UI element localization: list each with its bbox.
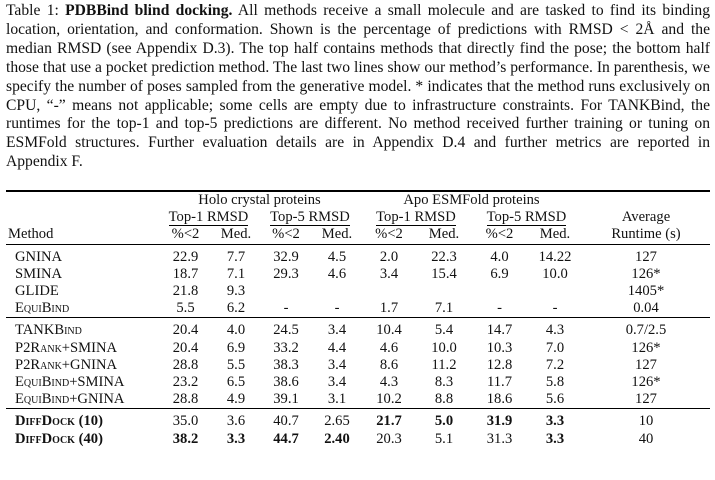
- header-average: Average: [621, 209, 671, 226]
- header-apo-top5: Top-5 RMSD: [486, 209, 567, 226]
- header-apo: Apo ESMFold proteins: [361, 191, 582, 209]
- metric-cell: -: [552, 300, 558, 317]
- table-row: [6, 244, 710, 266]
- table-row: [6, 266, 710, 283]
- metric-cell: 6.9: [226, 339, 246, 356]
- metric-cell: 7.0: [545, 339, 565, 356]
- table-row: [6, 318, 710, 340]
- runtime-cell: 126*: [631, 265, 661, 282]
- metric-cell: 21.7: [361, 409, 417, 431]
- metric-cell: 20.3: [376, 430, 402, 447]
- metric-cell: -: [497, 300, 502, 317]
- metric-cell: 2.65: [313, 409, 361, 431]
- metric-cell: 6.9: [490, 265, 509, 282]
- metric-cell: 12.8: [486, 356, 513, 373]
- metric-cell: 10.3: [486, 339, 513, 356]
- metric-cell: 3.1: [327, 391, 347, 408]
- metric-cell: 3.4: [327, 356, 347, 373]
- runtime-cell: 0.7/2.5: [582, 318, 710, 340]
- metric-cell: 35.0: [158, 409, 213, 431]
- metric-cell: 5.4: [417, 318, 471, 340]
- metric-cell: 38.2: [172, 430, 199, 447]
- metric-cell: 1.7: [379, 300, 399, 317]
- metric-cell: 22.3: [417, 244, 471, 266]
- metric-cell: 5.8: [545, 374, 565, 391]
- table-row: [6, 357, 710, 374]
- runtime-cell: 126*: [631, 374, 661, 391]
- method-name: P2Rank+SMINA: [15, 339, 118, 356]
- runtime-cell: 10: [582, 409, 710, 431]
- method-name: EquiBind+SMINA: [15, 374, 125, 391]
- table-row: [6, 300, 710, 318]
- metric-cell: 5.6: [545, 391, 565, 408]
- metric-cell: 5.5: [226, 356, 246, 373]
- metric-cell: 5.5: [176, 300, 195, 317]
- metric-cell: 3.4: [327, 374, 347, 391]
- metric-cell: [313, 283, 361, 300]
- metric-cell: 10.0: [542, 265, 568, 282]
- metric-cell: 11.2: [431, 356, 457, 373]
- method-name: DiffDock (10): [6, 409, 158, 431]
- metric-cell: 4.9: [226, 391, 246, 408]
- metric-cell: 4.0: [213, 318, 259, 340]
- results-table: [6, 190, 710, 448]
- header-pct: %<2: [272, 226, 300, 243]
- metric-cell: 22.9: [158, 244, 213, 266]
- method-name: GLIDE: [15, 283, 59, 300]
- metric-cell: 7.2: [545, 356, 565, 373]
- metric-cell: [528, 283, 582, 300]
- header-row-1: [6, 191, 710, 209]
- header-row-2: [6, 209, 710, 226]
- metric-cell: 3.3: [528, 409, 582, 431]
- metric-cell: 6.2: [226, 300, 246, 317]
- header-pct: %<2: [375, 226, 403, 243]
- metric-cell: [259, 283, 313, 300]
- metric-cell: 18.7: [172, 265, 199, 282]
- method-name: GNINA: [6, 244, 158, 266]
- metric-cell: 2.0: [361, 244, 417, 266]
- metric-cell: 33.2: [273, 339, 299, 356]
- metric-cell: 20.4: [172, 339, 199, 356]
- metric-cell: 10.2: [376, 391, 402, 408]
- header-holo-top5: Top-5 RMSD: [270, 209, 350, 226]
- metric-cell: -: [283, 300, 289, 317]
- metric-cell: 31.9: [471, 409, 528, 431]
- method-name: DiffDock (40): [15, 430, 103, 447]
- metric-cell: [361, 283, 417, 300]
- metric-cell: 6.5: [226, 374, 246, 391]
- header-med: Med.: [220, 226, 252, 243]
- metric-cell: 4.6: [327, 265, 347, 282]
- metric-cell: 31.3: [486, 430, 513, 447]
- header-pct: %<2: [485, 226, 514, 243]
- metric-cell: 8.8: [434, 391, 454, 408]
- metric-cell: 2.40: [324, 430, 350, 447]
- runtime-cell: 126*: [631, 339, 661, 356]
- method-name: EquiBind: [15, 300, 70, 317]
- table-row: [6, 340, 710, 357]
- header-pct: %<2: [171, 226, 200, 243]
- metric-cell: 4.6: [379, 339, 399, 356]
- method-name: EquiBind+GNINA: [15, 391, 125, 408]
- metric-cell: 29.3: [273, 265, 299, 282]
- runtime-cell: 127: [582, 244, 710, 266]
- caption-title: PDBBind blind docking.: [65, 2, 233, 19]
- metric-cell: 28.8: [172, 391, 199, 408]
- metric-cell: [471, 283, 528, 300]
- metric-cell: 20.4: [158, 318, 213, 340]
- header-runtime: Runtime (s): [611, 226, 681, 243]
- metric-cell: 38.6: [273, 374, 299, 391]
- metric-cell: 7.1: [226, 265, 246, 282]
- table-row: [6, 391, 710, 409]
- metric-cell: 18.6: [486, 391, 513, 408]
- method-name: TANKBind: [6, 318, 158, 340]
- metric-cell: 10.0: [431, 339, 457, 356]
- metric-cell: 10.4: [361, 318, 417, 340]
- metric-cell: 5.0: [417, 409, 471, 431]
- table-row: [6, 431, 710, 448]
- caption-label: Table 1:: [6, 2, 59, 19]
- table-row: [6, 374, 710, 391]
- runtime-cell: 127: [635, 391, 657, 408]
- header-med: Med.: [321, 226, 353, 243]
- metric-cell: 24.5: [259, 318, 313, 340]
- header-method: Method: [8, 226, 54, 243]
- metric-cell: 3.6: [213, 409, 259, 431]
- metric-cell: 5.1: [434, 430, 454, 447]
- metric-cell: 40.7: [259, 409, 313, 431]
- method-name: P2Rank+GNINA: [15, 356, 118, 373]
- metric-cell: 4.5: [313, 244, 361, 266]
- method-name: SMINA: [15, 265, 63, 282]
- runtime-cell: 0.04: [633, 300, 659, 317]
- metric-cell: [417, 283, 471, 300]
- metric-cell: 11.7: [487, 374, 512, 391]
- metric-cell: 3.3: [545, 430, 565, 447]
- metric-cell: 7.1: [434, 300, 454, 317]
- metric-cell: 4.3: [528, 318, 582, 340]
- metric-cell: 3.4: [313, 318, 361, 340]
- table-row: [6, 283, 710, 300]
- header-row-3: [6, 226, 710, 244]
- metric-cell: 14.22: [528, 244, 582, 266]
- metric-cell: 14.7: [471, 318, 528, 340]
- metric-cell: 3.3: [226, 430, 246, 447]
- runtime-cell: 127: [635, 356, 657, 373]
- metric-cell: 8.3: [434, 374, 454, 391]
- metric-cell: 4.0: [471, 244, 528, 266]
- metric-cell: 7.7: [213, 244, 259, 266]
- metric-cell: 39.1: [273, 391, 299, 408]
- metric-cell: 32.9: [259, 244, 313, 266]
- metric-cell: 8.6: [379, 356, 399, 373]
- header-holo-top1: Top-1 RMSD: [168, 209, 249, 226]
- runtime-cell: 1405*: [627, 283, 665, 300]
- header-med: Med.: [539, 226, 571, 243]
- table-caption: [6, 2, 710, 172]
- results-table-container: [6, 190, 710, 448]
- metric-cell: 21.8: [172, 283, 199, 300]
- metric-cell: 3.4: [379, 265, 399, 282]
- metric-cell: 4.3: [379, 374, 399, 391]
- metric-cell: 28.8: [172, 356, 199, 373]
- caption-text: All methods receive a small molecule and are tasked to find its binding location, orientation, and conformation. Shown is the percentage of predictions with RMSD < 2Å and the median RMSD (see Appendix D.3). The top half contains methods that directly find the pose; the bottom half those that use a pocket prediction method. The last two lines show our method’s performance. In parenthesis, we specify the number of poses sampled from the generative model. * indicates that the method runs exclusively on CPU, “-” means not applicable; some cells are empty due to infrastructure constraints. For TANKBind, the runtimes for the top-1 and top-5 predictions are different. No method received further training or tuning on ESMFold structures. Further evaluation details are in Appendix D.4 and further metrics are reported in Appendix F.: [6, 2, 710, 171]
- header-holo: Holo crystal proteins: [158, 191, 361, 209]
- metric-cell: 23.2: [172, 374, 199, 391]
- metric-cell: 4.4: [327, 339, 347, 356]
- table-row: [6, 409, 710, 431]
- metric-cell: 38.3: [273, 356, 299, 373]
- metric-cell: 9.3: [226, 283, 246, 300]
- metric-cell: -: [334, 300, 340, 317]
- runtime-cell: 40: [638, 430, 654, 447]
- header-med: Med.: [428, 226, 460, 243]
- header-apo-top1: Top-1 RMSD: [376, 209, 456, 226]
- metric-cell: 44.7: [273, 430, 299, 447]
- metric-cell: 15.4: [431, 265, 457, 282]
